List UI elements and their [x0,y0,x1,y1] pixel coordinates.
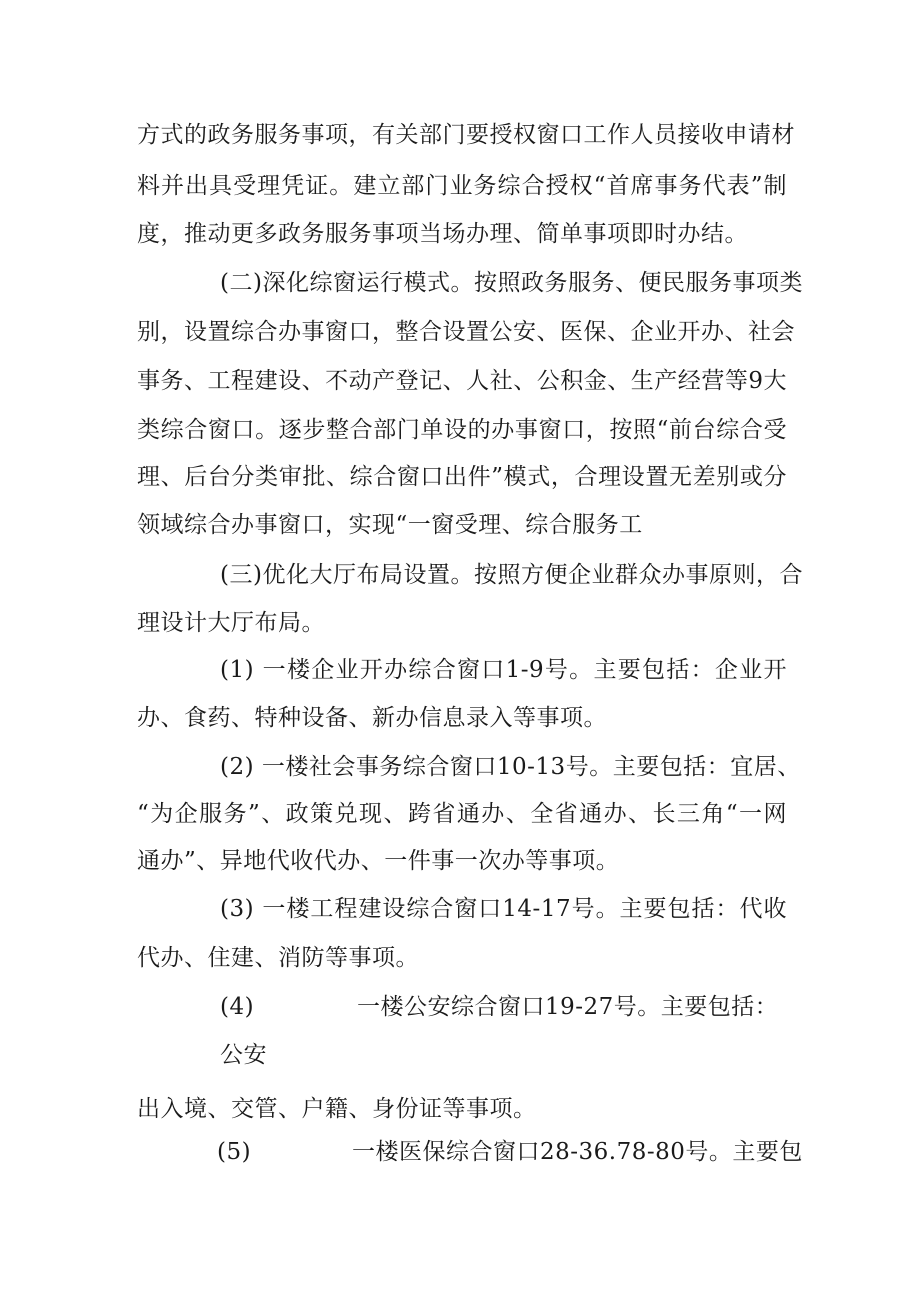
list-item: (3) 一楼工程建设综合窗口14-17号。主要包括：代收 [220,896,787,922]
text-line: 料并出具受理凭证。建立部门业务综合授权“首席事务代表”制 [137,173,787,199]
text-line: “为企服务”、政策兑现、跨省通办、全省通办、长三角“一网 [137,801,787,827]
text-line: 出入境、交管、户籍、身份证等事项。 [137,1096,537,1122]
text-line: 方式的政务服务事项，有关部门要授权窗口工作人员接收申请材 [137,122,795,148]
list-item: (1) 一楼企业开办综合窗口1-9号。主要包括：企业开 [220,657,787,683]
text-line: 类综合窗口。逐步整合部门单设的办事窗口，按照“前台综合受 [137,417,787,443]
text-line: 事务、工程建设、不动产登记、人社、公积金、生产经营等9大 [137,368,787,394]
text-line: 理设计大厅布局。 [137,610,325,636]
list-item-number: (4) [220,994,255,1020]
list-item: (2) 一楼社会事务综合窗口10-13号。主要包括：宜居、 [220,754,801,780]
text-line: 理、后台分类审批、综合窗口出件”模式，合理设置无差别或分 [137,464,787,490]
paragraph-heading: (三)优化大厅布局设置。按照方便企业群众办事原则，合 [220,562,803,588]
text-line: 领域综合办事窗口，实现“一窗受理、综合服务工 [137,512,643,538]
text-line: 公安 [220,1042,267,1068]
text-line: 代办、住建、消防等事项。 [137,945,419,971]
text-line: 别，设置综合办事窗口，整合设置公安、医保、企业开办、社会 [137,319,795,345]
text-line: 度，推动更多政务服务事项当场办理、简单事项即时办结。 [137,221,748,247]
list-item-number: (5) [217,1139,252,1165]
text-line: 办、食药、特种设备、新办信息录入等事项。 [137,705,607,731]
paragraph-heading: (二)深化综窗运行模式。按照政务服务、便民服务事项类 [220,270,803,296]
list-item: 一楼公安综合窗口19-27号。主要包括： [357,994,779,1020]
text-line: 通办”、异地代收代办、一件事一次办等事项。 [137,848,620,874]
list-item: 一楼医保综合窗口28-36.78-80号。主要包 [352,1139,803,1165]
